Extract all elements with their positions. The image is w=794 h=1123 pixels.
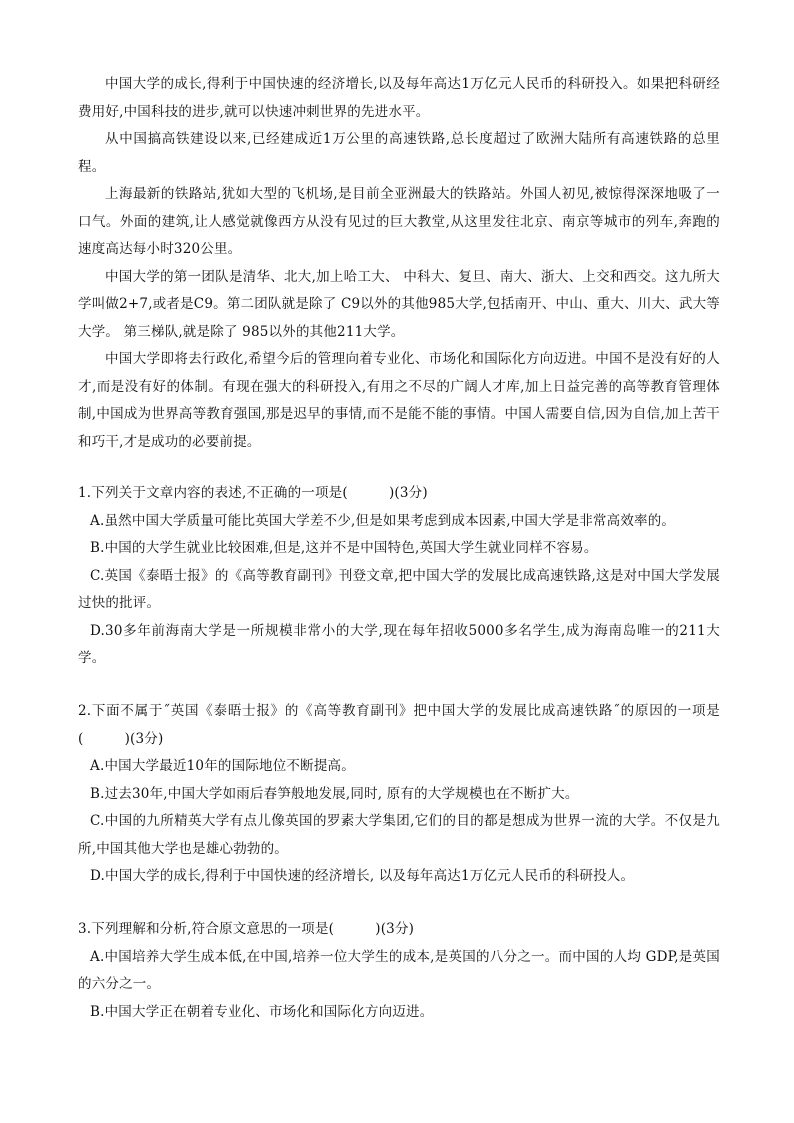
passage-paragraph: 中国大学的成长,得利于中国快速的经济增长,以及每年高达1万亿元人民币的科研投入。如果把科研经费用好,中国科技的进步,就可以快速冲刺世界的先进水平。 (78, 76, 720, 120)
question-option: B.中国大学正在朝着专业化、市场化和国际化方向迈进。 (90, 1003, 434, 1020)
question-option: C.英国《泰晤士报》的《高等教育副刊》刊登文章,把中国大学的发展比成高速铁路,这是对中国大学发展过快的批评。 (78, 567, 720, 611)
question-stem: 3.下列理解和分析,符合原文意思的一项是( )(3分) (78, 921, 415, 937)
question-3 (78, 916, 720, 1026)
question-2 (78, 698, 720, 891)
passage (78, 71, 720, 456)
question-option: D.中国大学的成长,得利于中国快速的经济增长, 以及每年高达1万亿元人民币的科研投人。 (90, 868, 635, 884)
question-option: A.虽然中国大学质量可能比英国大学差不少,但是如果考虑到成本因素,中国大学是非常高效率的。 (90, 512, 676, 529)
question-option: A.中国大学最近10年的国际地位不断提高。 (90, 758, 355, 774)
question-option: B.过去30年,中国大学如雨后春笋般地发展,同时, 原有的大学规模也在不断扩大。 (90, 785, 579, 802)
passage-paragraph: 中国大学即将去行政化,希望今后的管理向着专业化、市场化和国际化方向迈进。中国不是没有好的人才,而是没有好的体制。有现在强大的科研投入,有用之不尽的广阔人才库,加上日益完善的高等教育管理体制,中国成为世界高等教育强国,那是迟早的事情,而不是能不能的事情。中国人需要自信,因为自信,加上苦干和巧干,才是成功的必要前提。 (78, 351, 720, 450)
question-option: D.30多年前海南大学是一所规模非常小的大学,现在每年招收5000多名学生,成为海南岛唯一的211大学。 (78, 622, 720, 666)
question-1 (78, 480, 720, 673)
question-option: B.中国的大学生就业比较困难,但是,这并不是中国特色,英国大学生就业同样不容易。 (90, 540, 598, 556)
passage-paragraph: 从中国搞高铁建设以来,已经建成近1万公里的高速铁路,总长度超过了欧洲大陆所有高速铁路的总里程。 (78, 131, 720, 175)
passage-paragraph: 中国大学的第一团队是清华、北大,加上哈工大、 中科大、复旦、南大、浙大、上交和西交。这九所大学叫做2+7,或者是C9。第二团队就是除了 C9以外的其他985大学,包括南开、中山、重大、川大、武大等大学。 第三梯队,就是除了 985以外的其他211大学。 (78, 268, 720, 340)
question-stem: 2.下面不属于˝英国《泰晤士报》的《高等教育副刊》把中国大学的发展比成高速铁路˝的原因的一项是( )(3分) (78, 703, 720, 747)
question-option: A.中国培养大学生成本低,在中国,培养一位大学生的成本,是英国的八分之一。而中国的人均 GDP,是英国的六分之一。 (78, 948, 720, 992)
question-option: C.中国的九所精英大学有点儿像英国的罗素大学集团,它们的目的都是想成为世界一流的大学。不仅是九所,中国其他大学也是雄心勃勃的。 (78, 813, 720, 857)
question-stem: 1.下列关于文章内容的表述,不正确的一项是( )(3分) (78, 485, 428, 501)
passage-paragraph: 上海最新的铁路站,犹如大型的飞机场,是目前全亚洲最大的铁路站。外国人初见,被惊得深深地吸了一口气。外面的建筑,让人感觉就像西方从没有见过的巨大教堂,从这里发往北京、南京等城市的列车,奔跑的速度高达每小时320公里。 (78, 186, 720, 257)
